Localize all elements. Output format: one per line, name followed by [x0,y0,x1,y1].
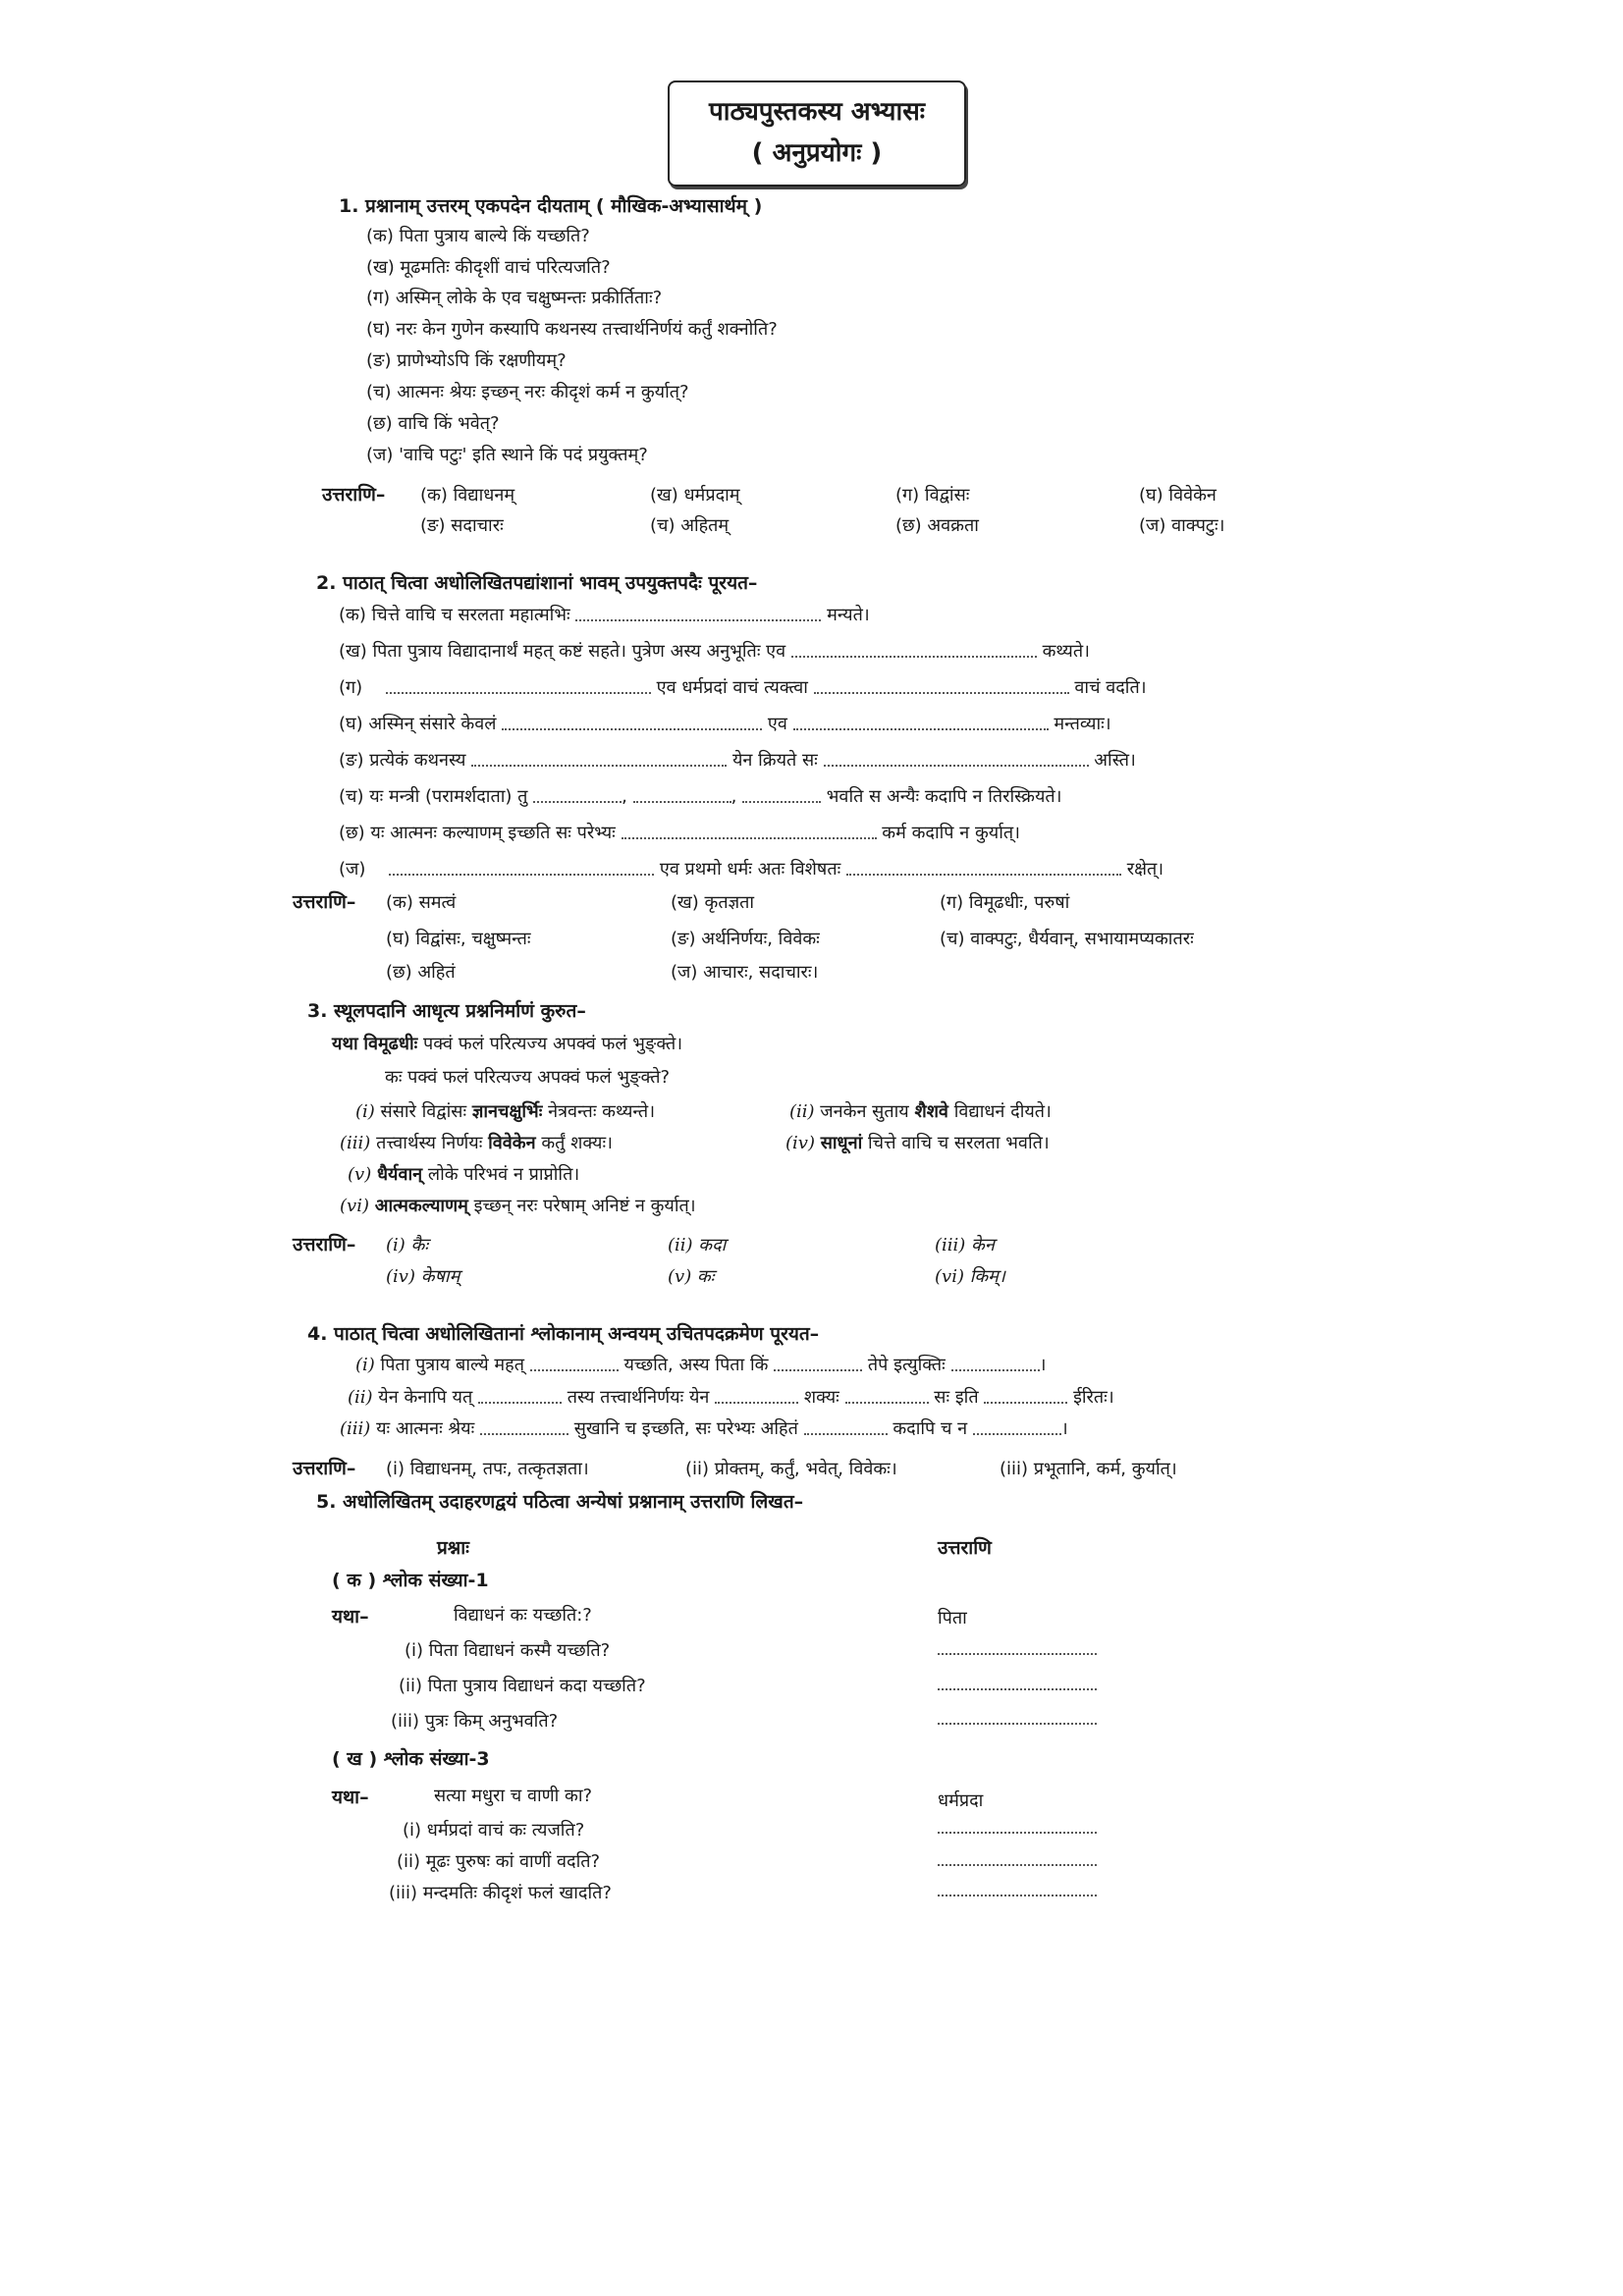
q2-item: (ख) पिता पुत्राय विद्यादानार्थं महत् कष्टं सहते। पुत्रेण अस्य अनुभूतिः एव कथ्यते। [339,641,1090,662]
fill-blank[interactable] [793,719,1049,730]
fill-blank[interactable] [791,646,1037,658]
q5-col-questions: प्रश्नाः [437,1537,470,1559]
q4-answer: (i) विद्याधनम्, तपः, तत्कृतज्ञता। [386,1459,589,1479]
q2-answer: (ज) आचारः, सदाचारः। [671,962,819,983]
q2-answer: (घ) विद्वांसः, चक्षुष्मन्तः [386,929,531,949]
fill-blank[interactable] [575,610,821,621]
q2-answer: (ग) विमूढधीः, परुषां [940,892,1070,913]
q1-answer: (च) अहितम् [650,515,730,536]
q4-answer: (ii) प्रोक्तम्, कर्तुं, भवेत्, विवेकः। [685,1459,897,1479]
q2-answer: (ख) कृतज्ञता [671,892,755,913]
q1-item: (च) आत्मनः श्रेयः इच्छन् नरः कीदृशं कर्म न कुर्यात्? [366,382,689,402]
q3-answer: (v) कः [668,1266,715,1287]
fill-blank[interactable] [814,682,1069,694]
q5-col-answers: उत्तराणि [938,1537,992,1559]
q3-item: (iii) तत्त्वार्थस्य निर्णयः विवेकेन कर्तुं शक्यः। [340,1133,613,1153]
q3-answer: (iii) केन [935,1235,995,1255]
fill-blank[interactable] [533,791,622,803]
q4-answers-label: उत्तराणि– [293,1458,356,1479]
q5-section-title: ( क ) श्लोक संख्या-1 [332,1570,489,1591]
q2-item: (घ) अस्मिन् संसारे केवलं एव मन्तव्याः। [339,714,1111,734]
q5-question: (iii) मन्दमतिः कीदृशं फलं खादति? [389,1883,612,1903]
q5-question: (i) धर्मप्रदां वाचं कः त्यजति? [403,1820,585,1841]
answer-blank[interactable] [938,1713,1097,1725]
answer-blank[interactable] [938,1679,1097,1690]
fill-blank[interactable] [846,864,1121,876]
answer-blank[interactable] [938,1885,1097,1896]
q3-item: (ii) जनकेन सुताय शैशवे विद्याधनं दीयते। [789,1101,1052,1122]
q4-heading: 4. पाठात् चित्वा अधोलिखितानां श्लोकानाम् अन्वयम् उचितपदक्रमेण पूरयत– [307,1323,820,1345]
fill-blank[interactable] [845,1392,929,1404]
q5-heading: 5. अधोलिखितम् उदाहरणद्वयं पठित्वा अन्येषां प्रश्नानाम् उत्तराणि लिखत– [316,1491,804,1513]
fill-blank[interactable] [774,1360,862,1371]
answer-blank[interactable] [938,1643,1097,1655]
q5-example-label: यथा– [332,1787,369,1808]
q1-answer: (ङ) सदाचारः [420,515,504,536]
q2-item: (ङ) प्रत्येकं कथनस्य येन क्रियते सः अस्ति। [339,750,1136,771]
q3-example-answer: कः पक्वं फलं परित्यज्य अपक्वं फलं भुङ्क्ते? [385,1067,671,1088]
q1-item: (ग) अस्मिन् लोके के एव चक्षुष्मन्तः प्रकीर्तिताः? [366,288,663,308]
page-title: पाठ्यपुस्तकस्य अभ्यासः [708,97,926,127]
q3-example: यथा विमूढधीः पक्वं फलं परित्यज्य अपक्वं फलं भुङ्क्ते। [332,1034,683,1054]
q2-heading: 2. पाठात् चित्वा अधोलिखितपद्यांशानां भावम् उपयुक्तपदैः पूरयत– [316,572,758,594]
q2-item: (च) यः मन्त्री (परामर्शदाता) तु , , भवति स अन्यैः कदापि न तिरस्क्रियते। [339,786,1062,807]
q5-example-label: यथा– [332,1606,369,1628]
q2-answer: (च) वाक्पटुः, धैर्यवान्, सभायामप्यकातरः [940,929,1194,949]
q2-answer: (छ) अहितं [386,962,456,983]
fill-blank[interactable] [480,1423,568,1435]
answer-blank[interactable] [938,1854,1097,1866]
q1-item: (घ) नरः केन गुणेन कस्यापि कथनस्य तत्त्वार्थनिर्णयं कर्तुं शक्नोति? [366,319,778,340]
q3-item: (i) संसारे विद्वांसः ज्ञानचक्षुर्भिः नेत्रवन्तः कथ्यन्ते। [355,1101,656,1122]
q1-item: (ख) मूढमतिः कीदृशीं वाचं परित्यजति? [366,257,611,278]
fill-blank[interactable] [502,719,762,730]
fill-blank[interactable] [386,682,651,694]
q1-answers-label: उत्तराणि– [322,484,386,506]
q2-answers-label: उत्तराणि– [293,891,356,913]
fill-blank[interactable] [530,1360,619,1371]
q1-answer: (ज) वाक्पटुः। [1139,515,1225,536]
q3-answers-label: उत्तराणि– [293,1234,356,1255]
q3-heading: 3. स्थूलपदानि आधृत्य प्रश्ननिर्माणं कुरुत– [307,1000,586,1022]
q5-example-question: सत्या मधुरा च वाणी का? [434,1786,593,1806]
fill-blank[interactable] [715,1392,798,1404]
fill-blank[interactable] [742,791,821,803]
q4-answer: (iii) प्रभूतानि, कर्म, कुर्यात्। [1000,1459,1177,1479]
q3-answer: (ii) कदा [668,1235,727,1255]
q5-question: (ii) पिता पुत्राय विद्याधनं कदा यच्छति? [399,1676,646,1696]
q3-item: (iv) साधूनां चित्ते वाचि च सरलता भवति। [785,1133,1050,1153]
q5-example-answer: पिता [938,1608,967,1629]
page-subtitle: ( अनुप्रयोगः ) [751,138,883,168]
q1-answer: (क) विद्याधनम् [420,485,515,506]
q5-section-title: ( ख ) श्लोक संख्या-3 [332,1748,490,1770]
q1-item: (ज) 'वाचि पटुः' इति स्थाने किं पदं प्रयुक्तम्? [366,445,648,465]
q4-item: (ii) येन केनापि यत् तस्य तत्त्वार्थनिर्णयः येन शक्यः सः इति ईरितः। [348,1387,1114,1408]
q5-example-answer: धर्मप्रदा [938,1790,984,1811]
fill-blank[interactable] [824,755,1089,767]
q3-answer: (iv) केषाम् [386,1266,460,1287]
q1-answer: (छ) अवक्रता [895,515,979,536]
q1-item: (छ) वाचि किं भवेत्? [366,413,500,434]
q5-question: (ii) मूढः पुरुषः कां वाणीं वदति? [397,1851,601,1872]
q1-item: (क) पिता पुत्राय बाल्ये किं यच्छति? [366,226,590,246]
q4-item: (i) पिता पुत्राय बाल्ये महत् यच्छति, अस्य पिता किं तेपे इत्युक्तिः । [355,1355,1047,1375]
fill-blank[interactable] [984,1392,1067,1404]
q3-item: (v) धैर्यवान् लोके परिभवं न प्राप्नोति। [348,1164,580,1185]
fill-blank[interactable] [471,755,727,767]
fill-blank[interactable] [478,1392,562,1404]
fill-blank[interactable] [804,1423,888,1435]
q2-item: (छ) यः आत्मनः कल्याणम् इच्छति सः परेभ्यः कर्म कदापि न कुर्यात्। [339,823,1020,843]
q2-answer: (क) समत्वं [386,892,457,913]
fill-blank[interactable] [973,1423,1061,1435]
q5-question: (iii) पुत्रः किम् अनुभवति? [391,1711,559,1732]
q1-heading: 1. प्रश्नानाम् उत्तरम् एकपदेन दीयताम् ( मौखिक-अभ्यासार्थम् ) [339,195,763,217]
q2-item: (ग) एव धर्मप्रदां वाचं त्यक्त्वा वाचं वदति। [339,677,1147,698]
q5-example-question: विद्याधनं कः यच्छति:? [454,1605,592,1626]
fill-blank[interactable] [389,864,654,876]
q1-item: (ङ) प्राणेभ्योऽपि किं रक्षणीयम्? [366,350,567,371]
q3-answer: (vi) किम्। [935,1266,1005,1287]
q5-question: (i) पिता विद्याधनं कस्मै यच्छति? [405,1640,611,1661]
fill-blank[interactable] [622,828,877,839]
q4-item: (iii) यः आत्मनः श्रेयः सुखानि च इच्छति, सः परेभ्यः अहितं कदापि च न । [340,1418,1068,1439]
q3-answer: (i) कैः [386,1235,428,1255]
fill-blank[interactable] [951,1360,1040,1371]
fill-blank[interactable] [633,791,731,803]
q3-item: (vi) आत्मकल्याणम् इच्छन् नरः परेषाम् अनिष्टं न कुर्यात्। [340,1196,696,1216]
page-title-box [668,80,966,187]
answer-blank[interactable] [938,1822,1097,1834]
q1-answer: (घ) विवेकेन [1139,485,1217,506]
q2-item: (ज) एव प्रथमो धर्मः अतः विशेषतः रक्षेत्। [339,859,1164,880]
q2-answer: (ङ) अर्थनिर्णयः, विवेकः [671,929,820,949]
q1-answer: (ख) धर्मप्रदाम् [650,485,740,506]
q2-item: (क) चित्ते वाचि च सरलता महात्मभिः मन्यते। [339,605,870,625]
q1-answer: (ग) विद्वांसः [895,485,970,506]
